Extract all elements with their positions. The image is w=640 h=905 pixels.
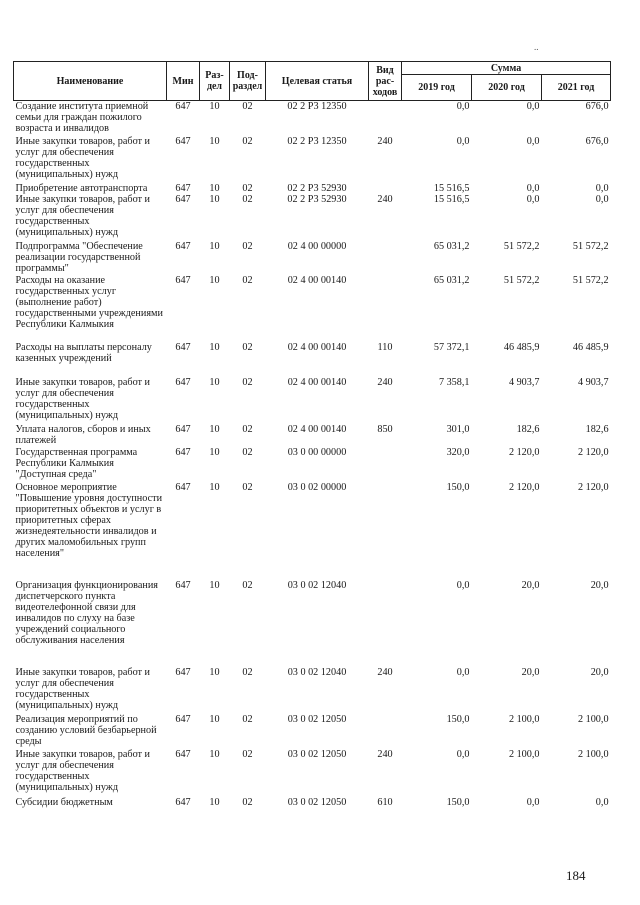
cell-cel: 02 4 00 00000	[287, 240, 347, 252]
cell-y2019: 150,0	[446, 713, 470, 725]
cell-y2019: 15 516,5	[433, 193, 470, 205]
cell-y2020: 0,0	[526, 182, 540, 194]
cell-min: 647	[175, 481, 191, 493]
cell-y2020: 182,6	[516, 423, 540, 435]
cell-y2021: 20,0	[590, 579, 609, 591]
cell-y2021: 0,0	[595, 193, 609, 205]
cell-y2019: 0,0	[456, 579, 470, 591]
cell-podrazdel: 02	[242, 579, 253, 591]
cell-y2021: 51 572,2	[572, 240, 609, 252]
header-razdel: Раз-дел	[200, 62, 230, 101]
table-row	[14, 377, 611, 424]
cell-name: Уплата налогов, сборов и иных платежей	[15, 423, 151, 446]
cell-y2021: 4 903,7	[577, 376, 609, 388]
cell-cel: 02 2 Р3 52930	[287, 182, 347, 194]
cell-y2020: 2 100,0	[508, 748, 540, 760]
header-2019: 2019 год	[402, 75, 472, 101]
cell-y2019: 301,0	[446, 423, 470, 435]
cell-name: Организация функционирования диспетчерского пункта видеотелефонной связи для инвалидов по слуху на базе учреждений социального обслуживания населения	[15, 579, 158, 646]
cell-name: Государственная программа Республики Калмыкия "Доступная среда"	[15, 446, 138, 480]
cell-cel: 02 4 00 00140	[287, 341, 347, 353]
cell-min: 647	[175, 713, 191, 725]
cell-podrazdel: 02	[242, 376, 253, 388]
cell-y2020: 20,0	[521, 666, 540, 678]
table-row	[14, 424, 611, 447]
header-summa: Сумма	[402, 62, 611, 75]
cell-vid	[369, 183, 402, 194]
cell-cel: 03 0 02 12040	[287, 579, 347, 591]
cell-y2021: 46 485,9	[572, 341, 609, 353]
budget-table	[13, 61, 611, 811]
header-vid: Вид рас-ходов	[369, 62, 402, 101]
cell-razdel: 10	[209, 713, 220, 725]
header-min: Мин	[167, 62, 200, 101]
header-podrazdel: Под-раздел	[230, 62, 266, 101]
cell-min: 647	[175, 101, 191, 112]
cell-podrazdel: 02	[242, 423, 253, 435]
cell-name: Реализация мероприятий по созданию условий безбарьерной среды	[15, 713, 157, 747]
cell-cel: 03 0 02 12050	[287, 796, 347, 808]
cell-y2020: 4 903,7	[508, 376, 540, 388]
cell-y2021: 2 120,0	[577, 481, 609, 493]
cell-vid: 240	[377, 666, 393, 678]
cell-vid: 850	[377, 423, 393, 435]
cell-cel: 03 0 02 12040	[287, 666, 347, 678]
cell-min: 647	[175, 796, 191, 808]
cell-razdel: 10	[209, 341, 220, 353]
cell-podrazdel: 02	[242, 240, 253, 252]
cell-min: 647	[175, 341, 191, 353]
cell-cel: 02 2 Р3 12350	[287, 135, 347, 147]
cell-razdel: 10	[209, 193, 220, 205]
cell-razdel: 10	[209, 796, 220, 808]
cell-y2020: 2 100,0	[508, 713, 540, 725]
cell-y2019: 0,0	[456, 135, 470, 147]
cell-y2021: 0,0	[595, 182, 609, 194]
table-row	[14, 136, 611, 183]
cell-cel: 02 4 00 00140	[287, 423, 347, 435]
cell-y2019: 57 372,1	[433, 341, 470, 353]
cell-min: 647	[175, 579, 191, 591]
cell-y2021: 51 572,2	[572, 274, 609, 286]
cell-y2020: 2 120,0	[508, 446, 540, 458]
cell-name: Иные закупки товаров, работ и услуг для обеспечения государственных (муниципальных) нужд	[15, 193, 150, 238]
cell-y2020: 51 572,2	[503, 274, 540, 286]
cell-cel: 02 2 Р3 12350	[287, 101, 347, 112]
cell-name: Иные закупки товаров, работ и услуг для обеспечения государственных (муниципальных) нужд	[15, 376, 150, 421]
cell-y2021: 20,0	[590, 666, 609, 678]
cell-vid	[369, 101, 402, 136]
cell-name: Иные закупки товаров, работ и услуг для обеспечения государственных (муниципальных) нужд	[15, 666, 150, 711]
table-row	[14, 183, 611, 194]
header-mark: ..	[534, 42, 539, 52]
cell-min: 647	[175, 376, 191, 388]
cell-vid: 240	[377, 135, 393, 147]
cell-cel: 03 0 02 00000	[287, 481, 347, 493]
cell-razdel: 10	[209, 481, 220, 493]
cell-y2021: 0,0	[595, 796, 609, 808]
cell-y2021: 2 100,0	[577, 713, 609, 725]
cell-razdel: 10	[209, 101, 220, 112]
cell-min: 647	[175, 182, 191, 194]
cell-y2019: 7 358,1	[438, 376, 470, 388]
cell-y2019: 0,0	[456, 101, 470, 112]
table-row	[14, 667, 611, 714]
cell-vid: 240	[377, 376, 393, 388]
cell-y2021: 676,0	[585, 101, 609, 112]
cell-min: 647	[175, 240, 191, 252]
table-row	[14, 194, 611, 241]
cell-podrazdel: 02	[242, 182, 253, 194]
cell-min: 647	[175, 135, 191, 147]
cell-y2020: 46 485,9	[503, 341, 540, 353]
cell-razdel: 10	[209, 446, 220, 458]
page-number: 184	[566, 868, 586, 883]
cell-y2021: 676,0	[585, 135, 609, 147]
cell-razdel: 10	[209, 182, 220, 194]
cell-cel: 03 0 00 00000	[287, 446, 347, 458]
cell-y2019: 150,0	[446, 481, 470, 493]
cell-razdel: 10	[209, 579, 220, 591]
cell-y2019: 65 031,2	[433, 274, 470, 286]
cell-vid	[369, 275, 402, 342]
cell-razdel: 10	[209, 666, 220, 678]
cell-min: 647	[175, 274, 191, 286]
cell-y2019: 320,0	[446, 446, 470, 458]
cell-cel: 03 0 02 12050	[287, 713, 347, 725]
cell-name: Приобретение автотранспорта	[15, 182, 148, 194]
cell-name: Подпрограмма "Обеспечение реализации государственной программы"	[15, 240, 143, 274]
header-celevaya: Целевая статья	[266, 62, 369, 101]
cell-vid: 110	[377, 341, 393, 353]
cell-cel: 02 4 00 00140	[287, 274, 347, 286]
cell-podrazdel: 02	[242, 748, 253, 760]
cell-name: Иные закупки товаров, работ и услуг для обеспечения государственных (муниципальных) нужд	[15, 748, 150, 793]
cell-razdel: 10	[209, 240, 220, 252]
table-row	[14, 342, 611, 377]
cell-vid	[369, 580, 402, 667]
cell-cel: 03 0 02 12050	[287, 748, 347, 760]
cell-podrazdel: 02	[242, 135, 253, 147]
cell-y2019: 150,0	[446, 796, 470, 808]
cell-razdel: 10	[209, 423, 220, 435]
cell-y2019: 15 516,5	[433, 182, 470, 194]
table-row	[14, 749, 611, 797]
cell-min: 647	[175, 193, 191, 205]
cell-vid	[369, 714, 402, 749]
cell-name: Субсидии бюджетным	[15, 796, 113, 808]
cell-y2020: 0,0	[526, 101, 540, 112]
header-name: Наименование	[14, 62, 167, 101]
table-body	[14, 101, 611, 811]
cell-podrazdel: 02	[242, 193, 253, 205]
cell-podrazdel: 02	[242, 796, 253, 808]
table-row	[14, 714, 611, 749]
cell-podrazdel: 02	[242, 274, 253, 286]
cell-y2020: 2 120,0	[508, 481, 540, 493]
cell-cel: 02 2 Р3 52930	[287, 193, 347, 205]
cell-vid	[369, 482, 402, 580]
table-header	[14, 62, 611, 101]
header-2021: 2021 год	[542, 75, 611, 101]
cell-vid: 610	[377, 796, 393, 808]
cell-y2021: 2 120,0	[577, 446, 609, 458]
cell-name: Создание института приемной семьи для граждан пожилого возраста и инвалидов	[15, 101, 149, 134]
header-2020: 2020 год	[472, 75, 542, 101]
table-row	[14, 241, 611, 275]
cell-podrazdel: 02	[242, 446, 253, 458]
cell-razdel: 10	[209, 376, 220, 388]
cell-min: 647	[175, 423, 191, 435]
table-row	[14, 275, 611, 342]
table-row	[14, 482, 611, 580]
cell-y2020: 51 572,2	[503, 240, 540, 252]
cell-y2021: 182,6	[585, 423, 609, 435]
cell-cel: 02 4 00 00140	[287, 376, 347, 388]
cell-vid	[369, 447, 402, 482]
cell-vid: 240	[377, 748, 393, 760]
cell-podrazdel: 02	[242, 713, 253, 725]
cell-y2020: 0,0	[526, 796, 540, 808]
cell-y2020: 20,0	[521, 579, 540, 591]
cell-name: Расходы на выплаты персоналу казенных учреждений	[15, 341, 152, 364]
cell-y2020: 0,0	[526, 193, 540, 205]
cell-min: 647	[175, 446, 191, 458]
cell-razdel: 10	[209, 748, 220, 760]
table-row	[14, 580, 611, 667]
cell-name: Основное мероприятие "Повышение уровня доступности приоритетных объектов и услуг в приоритетных сферах жизнедеятельности инвалидов и других маломобильных групп населения"	[15, 481, 163, 559]
cell-y2019: 0,0	[456, 748, 470, 760]
cell-min: 647	[175, 748, 191, 760]
cell-y2019: 65 031,2	[433, 240, 470, 252]
cell-y2020: 0,0	[526, 135, 540, 147]
table-row	[14, 797, 611, 811]
table-row	[14, 447, 611, 482]
cell-podrazdel: 02	[242, 341, 253, 353]
cell-vid	[369, 241, 402, 275]
cell-podrazdel: 02	[242, 666, 253, 678]
cell-podrazdel: 02	[242, 101, 253, 112]
cell-razdel: 10	[209, 274, 220, 286]
cell-name: Иные закупки товаров, работ и услуг для обеспечения государственных (муниципальных) нужд	[15, 135, 150, 180]
cell-podrazdel: 02	[242, 481, 253, 493]
cell-razdel: 10	[209, 135, 220, 147]
cell-min: 647	[175, 666, 191, 678]
table-row	[14, 101, 611, 136]
cell-name: Расходы на оказание государственных услуг (выполнение работ) государственными учреждениями Республики Калмыкия	[15, 274, 163, 330]
cell-vid: 240	[377, 193, 393, 205]
cell-y2019: 0,0	[456, 666, 470, 678]
cell-y2021: 2 100,0	[577, 748, 609, 760]
